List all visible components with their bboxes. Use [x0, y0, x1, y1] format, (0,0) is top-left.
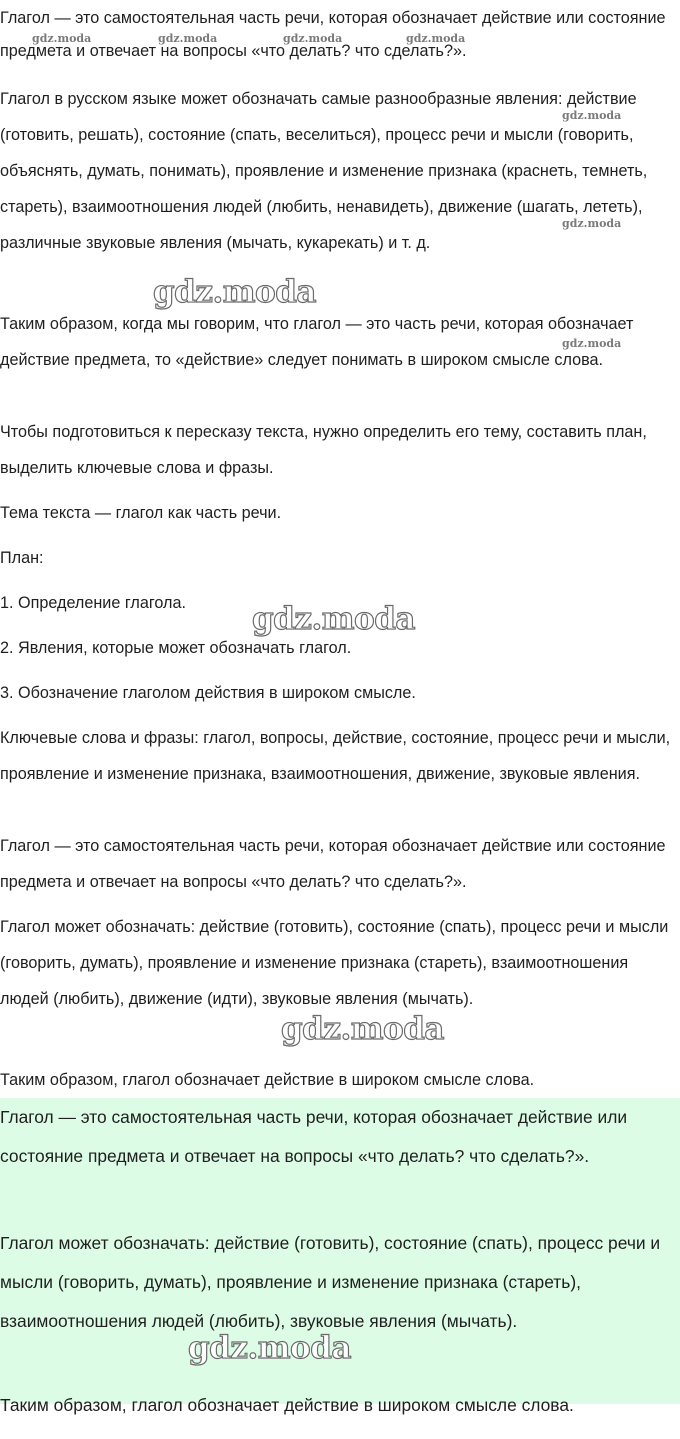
- plan-item-1: [0, 585, 680, 621]
- text-paragraph: Ключевые слова и фразы: глагол, вопросы, действие, состояние, процесс речи и мысли, проявление и изменение признака, взаимоотношения, движение, звуковые явления.: [0, 729, 671, 783]
- text-paragraph: 2. Явления, которые может обозначать глагол.: [0, 639, 352, 657]
- watermark-logo: gdz.moda: [188, 1330, 351, 1366]
- watermark-logo: gdz.moda: [283, 32, 343, 45]
- text-paragraph: Таким образом, когда мы говорим, что глагол — это часть речи, которая обозначает действие предмета, то «действие» следует понимать в широком смысле слова.: [0, 315, 634, 369]
- paragraph-keywords: [0, 720, 680, 792]
- text-paragraph: Чтобы подготовиться к пересказу текста, нужно определить его тему, составить план, выделить ключевые слова и фразы.: [0, 423, 647, 477]
- paragraph-theme: [0, 495, 680, 531]
- paragraph-definition: [0, 2, 680, 68]
- text-paragraph: 3. Обозначение глаголом действия в широком смысле.: [0, 684, 416, 702]
- watermark-logo: gdz.moda: [406, 32, 466, 45]
- watermark-logo: gdz.moda: [562, 337, 622, 350]
- answer-paragraph-conclusion: [0, 1386, 680, 1425]
- plan-heading: [0, 540, 680, 576]
- answer-paragraph-definition: [0, 1098, 680, 1176]
- text-paragraph: Глагол может обозначать: действие (готовить), состояние (спать), процесс речи и мысли (говорить, думать), проявление и изменение признака (стареть), взаимоотношения людей (любить), движение (идти), звуковые явления (мычать).: [0, 918, 669, 1008]
- paragraph-retelling: [0, 414, 680, 486]
- text-paragraph: Глагол может обозначать: действие (готовить), состояние (спать), процесс речи и мысли (говорить, думать), проявление и изменение признака (стареть), взаимоотношения людей (любить), звуковые явления (мычать).: [0, 1233, 661, 1331]
- watermark-logo: gdz.moda: [153, 274, 316, 310]
- paragraph-retelling-definition: [0, 828, 680, 900]
- answer-paragraph-phenomena: [0, 1224, 680, 1341]
- watermark-logo: gdz.moda: [562, 217, 622, 230]
- paragraph-retelling-conclusion: [0, 1062, 680, 1098]
- text-paragraph: Таким образом, глагол обозначает действие в широком смысле слова.: [0, 1071, 535, 1089]
- watermark-logo: gdz.moda: [252, 601, 415, 637]
- text-paragraph: Глагол — это самостоятельная часть речи, которая обозначает действие или состояние предмета и отвечает на вопросы «что делать? что сделать?».: [0, 1107, 628, 1166]
- text-paragraph: Глагол — это самостоятельная часть речи, которая обозначает действие или состояние предмета и отвечает на вопросы «что делать? что сделать?».: [0, 837, 666, 891]
- plan-item-2: [0, 630, 680, 666]
- watermark-logo: gdz.moda: [32, 32, 92, 45]
- paragraph-retelling-phenomena: [0, 909, 680, 1017]
- answer-box: [0, 1098, 680, 1415]
- watermark-logo: gdz.moda: [158, 32, 218, 45]
- text-paragraph: Глагол — это самостоятельная часть речи, которая обозначает действие или состояние предмета и отвечает на вопросы «что делать? что сделать?».: [0, 9, 666, 60]
- text-paragraph: 1. Определение глагола.: [0, 594, 186, 612]
- plan-item-3: [0, 675, 680, 711]
- paragraph-phenomena: [0, 81, 680, 261]
- watermark-logo: gdz.moda: [562, 109, 622, 122]
- text-paragraph: План:: [0, 549, 44, 567]
- text-paragraph: Таким образом, глагол обозначает действие в широком смысле слова.: [0, 1395, 574, 1415]
- text-paragraph: Глагол в русском языке может обозначать самые разнообразные явления: действие (готовить, решать), состояние (спать, веселиться), процесс речи и мысли (говорить, объяснять, думать, понимать), проявление и изменение признака (краснеть, темнеть, стареть), взаимоотношения людей (любить, ненавидеть), движение (шагать, лететь), различные звуковые явления (мычать, кукарекать) и т. д.: [0, 90, 648, 252]
- text-paragraph: Тема текста — глагол как часть речи.: [0, 504, 282, 522]
- paragraph-conclusion-1: [0, 306, 680, 378]
- watermark-logo: gdz.moda: [281, 1011, 444, 1047]
